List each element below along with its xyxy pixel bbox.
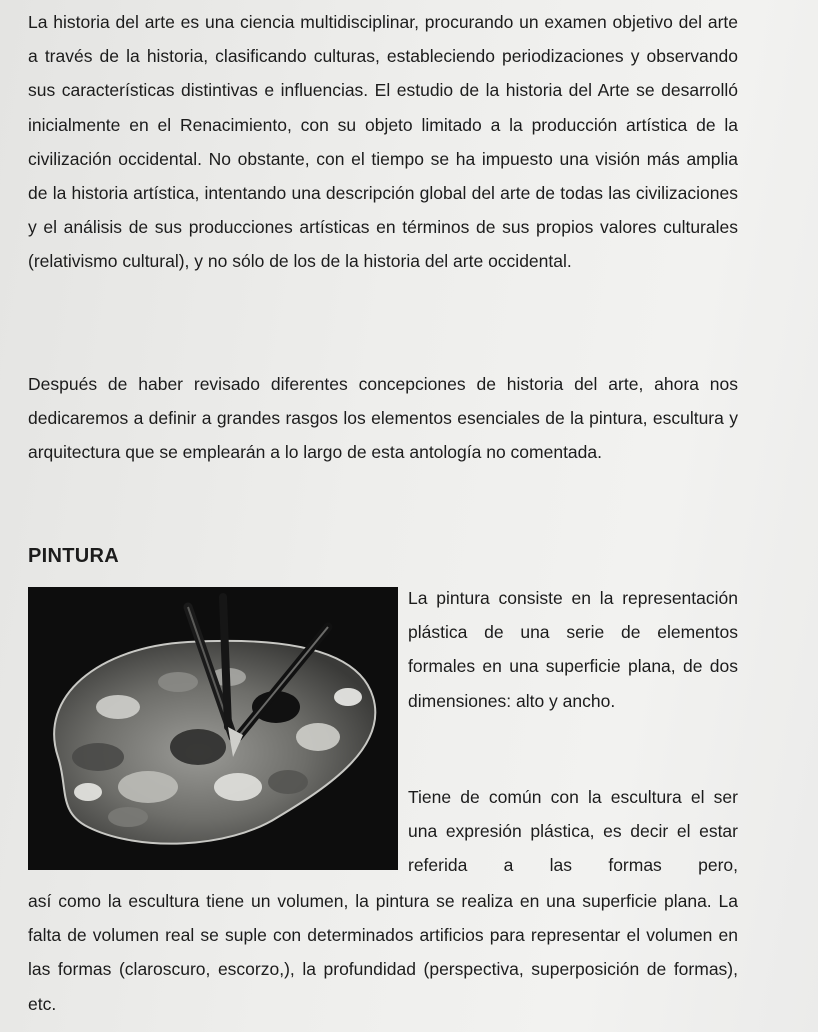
paint-palette-image [28,587,398,870]
pintura-definition-paragraph: La pintura consiste en la representación plástica de una serie de elementos formales en una superficie plana, de dos dimensiones: alto y ancho. [408,588,738,711]
pintura-comparison-paragraph-end: así como la escultura tiene un volumen, la pintura se realiza en una superficie plana. La falta de volumen real se suple con determinados artificios para representar el volumen en las formas (claroscuro, escorzo,), la profundidad (perspectiva, superposición de formas), etc. [28,891,738,1014]
document-page [28,0,738,1032]
section-heading-pintura: PINTURA [28,545,119,567]
second-paragraph: Después de haber revisado diferentes concepciones de historia del arte, ahora nos dedicaremos a definir a grandes rasgos los elementos esenciales de la pintura, escultura y arquitectura que se emplearán a lo largo de esta antología no comentada. [28,374,738,463]
pintura-comparison-paragraph-start: Tiene de común con la escultura el ser una expresión plástica, es decir el estar referida a las formas pero, [408,787,738,876]
intro-paragraph: La historia del arte es una ciencia multidisciplinar, procurando un examen objetivo del arte a través de la historia, clasificando culturas, estableciendo periodizaciones y observando sus características distintivas e influencias. El estudio de la historia del Arte se desarrolló inicialmente en el Renacimiento, con su objeto limitado a la producción artística de la civilización occidental. No obstante, con el tiempo se ha impuesto una visión más amplia de la historia artística, intentando una descripción global del arte de todas las civilizaciones y el análisis de sus producciones artísticas en términos de sus propios valores culturales (relativismo cultural), y no sólo de los de la historia del arte occidental. [28,12,738,272]
paint-palette-photo [28,587,398,870]
